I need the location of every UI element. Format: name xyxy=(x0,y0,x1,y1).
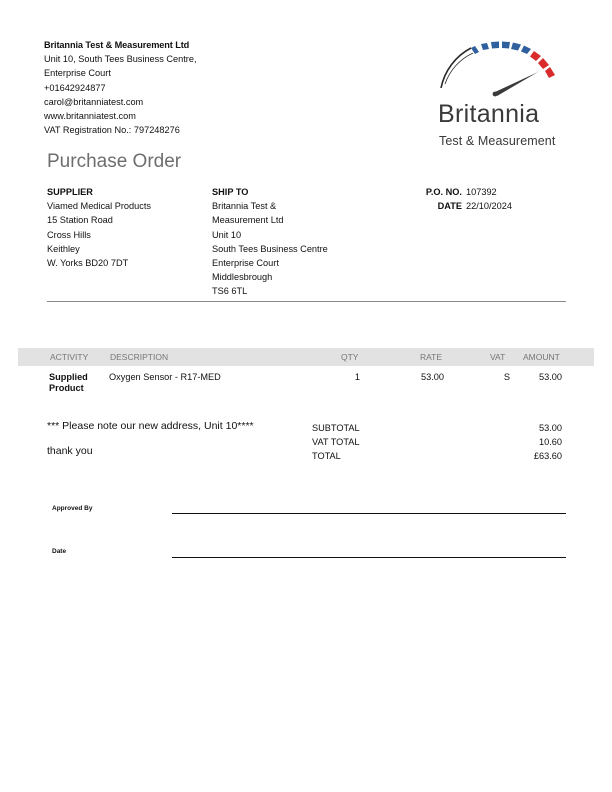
row-activity-line: Product xyxy=(49,383,84,393)
vat-total-value: 10.60 xyxy=(539,437,562,447)
col-vat: VAT xyxy=(490,352,506,362)
approved-by-line[interactable] xyxy=(172,513,566,514)
ship-to-line: Measurement Ltd xyxy=(212,215,284,226)
company-address-line: Enterprise Court xyxy=(44,68,111,79)
table-header xyxy=(18,348,594,366)
date-label: Date xyxy=(52,548,67,555)
total-value: £63.60 xyxy=(533,451,562,461)
col-activity: ACTIVITY xyxy=(50,352,89,362)
total-label: TOTAL xyxy=(312,451,341,461)
thank-you-text: thank you xyxy=(47,445,93,457)
company-address-line: Unit 10, South Tees Business Centre, xyxy=(44,54,197,65)
col-amount: AMOUNT xyxy=(523,352,560,362)
document-title: Purchase Order xyxy=(47,151,182,172)
ship-to-line: South Tees Business Centre xyxy=(212,243,328,254)
ship-to-line: Middlesbrough xyxy=(212,272,273,283)
supplier-line: Viamed Medical Products xyxy=(47,201,152,212)
company-phone: +01642924877 xyxy=(44,82,106,93)
ship-to-line: Unit 10 xyxy=(212,229,242,240)
ship-to-line: Britannia Test & xyxy=(212,201,277,212)
approved-by-label: Approved By xyxy=(52,505,93,512)
supplier-line: Cross Hills xyxy=(47,229,91,240)
ship-to-block xyxy=(212,185,372,299)
britannia-logo xyxy=(435,36,565,152)
po-date-label: DATE xyxy=(437,201,462,212)
company-website: www.britanniatest.com xyxy=(44,111,136,122)
col-description: DESCRIPTION xyxy=(110,352,169,362)
supplier-heading: SUPPLIER xyxy=(47,187,93,197)
ship-to-line: TS6 6TL xyxy=(212,286,248,297)
subtotal-value: 53.00 xyxy=(539,423,562,433)
po-details xyxy=(420,185,512,213)
ship-to-heading: SHIP TO xyxy=(212,187,249,197)
supplier-line: 15 Station Road xyxy=(47,215,113,226)
row-amount: 53.00 xyxy=(539,372,562,382)
logo-brand: Britannia xyxy=(438,100,540,128)
totals-labels xyxy=(312,421,360,463)
supplier-block xyxy=(47,185,197,270)
row-qty: 1 xyxy=(354,372,360,382)
ship-to-line: Enterprise Court xyxy=(212,258,279,269)
logo-tagline: Test & Measurement xyxy=(439,134,556,148)
po-number: 107392 xyxy=(466,187,497,197)
company-details xyxy=(44,38,197,137)
subtotal-label: SUBTOTAL xyxy=(312,423,360,433)
row-rate: 53.00 xyxy=(421,372,444,382)
row-description: Oxygen Sensor - R17-MED xyxy=(109,372,221,382)
supplier-line: Keithley xyxy=(47,243,80,254)
row-activity xyxy=(49,372,88,394)
company-vat-registration: VAT Registration No.: 797248276 xyxy=(44,125,180,136)
header-divider xyxy=(47,301,566,302)
col-qty: QTY xyxy=(341,352,359,362)
company-name: Britannia Test & Measurement Ltd xyxy=(44,40,190,50)
company-email: carol@britanniatest.com xyxy=(44,96,144,107)
row-activity-line: Supplied xyxy=(49,372,88,382)
address-note: *** Please note our new address, Unit 10**** xyxy=(47,420,254,432)
vat-total-label: VAT TOTAL xyxy=(312,437,360,447)
row-vat: S xyxy=(503,372,510,382)
gauge-icon xyxy=(435,36,565,102)
col-rate: RATE xyxy=(420,352,443,362)
supplier-line: W. Yorks BD20 7DT xyxy=(47,258,129,269)
po-date: 22/10/2024 xyxy=(466,201,512,212)
date-line[interactable] xyxy=(172,557,566,558)
totals-values xyxy=(500,421,562,463)
po-number-label: P.O. NO. xyxy=(425,187,462,197)
